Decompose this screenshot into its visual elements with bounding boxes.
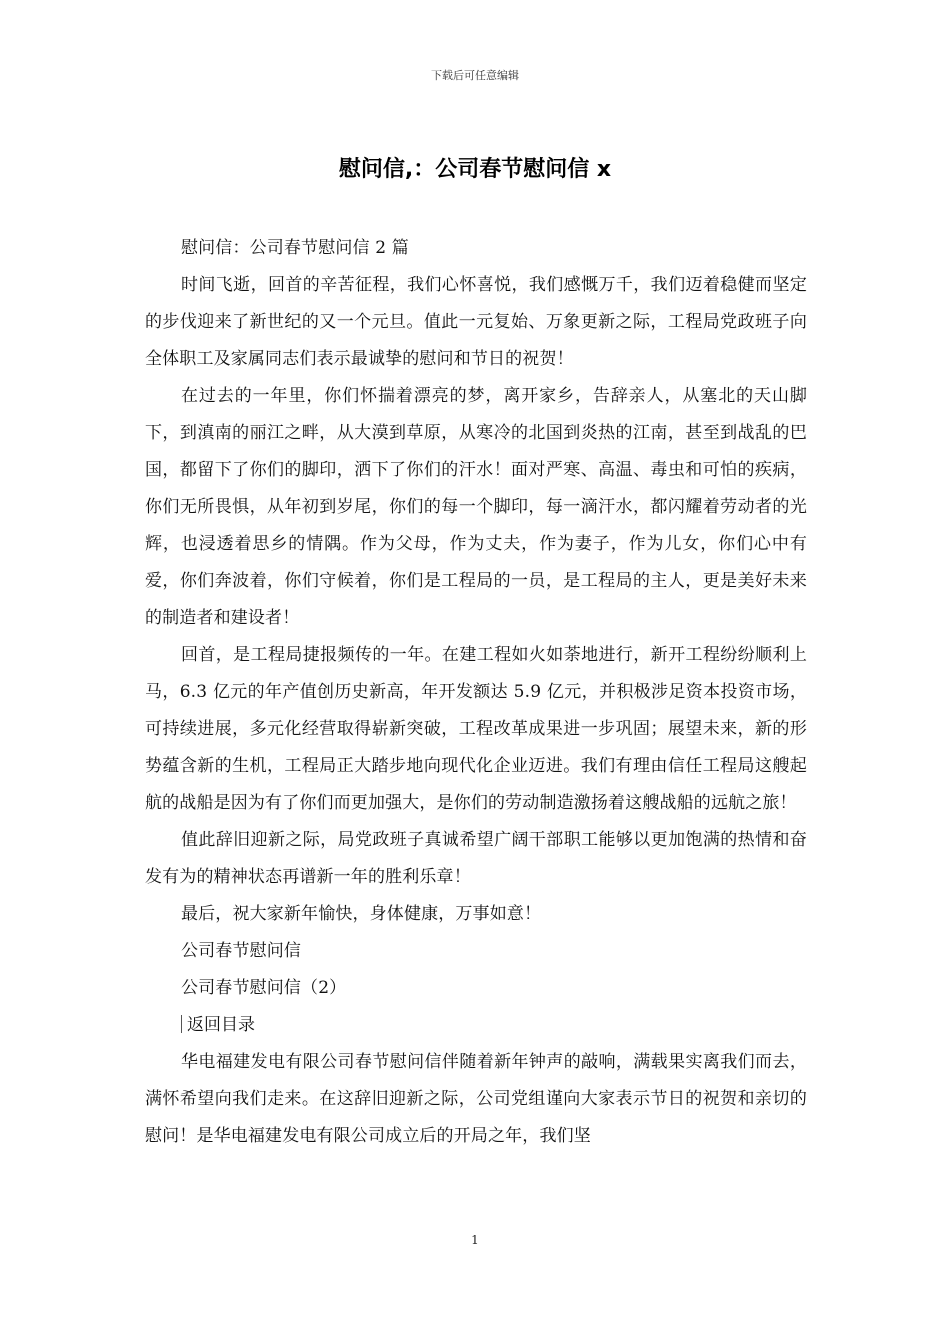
body-paragraph: 回首，是工程局捷报频传的一年。在建工程如火如荼地进行，新开工程纷纷顺利上马，6.3 亿元的年产值创历史新高，年开发额达 5.9 亿元，并积极涉足资本投资市场，可持续进展，多元化经营取得崭新突破，工程改革成果进一步巩固；展望未来，新的形势蕴含新的生机，工程局正大踏步地向现代化企业迈进。我们有理由信任工程局这艘起航的战船是因为有了你们而更加强大，是你们的劳动制造激扬着这艘战船的远航之旅！: [145, 645, 807, 813]
page-number: 1: [471, 1233, 479, 1247]
body-paragraph: 值此辞旧迎新之际，局党政班子真诚希望广阔干部职工能够以更加饱满的热情和奋发有为的精神状态再谱新一年的胜利乐章！: [145, 830, 807, 887]
back-to-toc-label: 返回目录: [187, 1015, 255, 1035]
document-body: [145, 230, 807, 1155]
section-heading: 公司春节慰问信（2）: [181, 978, 347, 998]
body-paragraph: 华电福建发电有限公司春节慰问信伴随着新年钟声的敲响，满载果实离我们而去，满怀希望向我们走来。在这辞旧迎新之际，公司党组谨向大家表示节日的祝贺和亲切的慰问！是华电福建发电有限公司成立后的开局之年，我们坚: [145, 1052, 807, 1146]
section-heading: 公司春节慰问信: [181, 941, 302, 961]
header-note: 下载后可任意编辑: [431, 69, 519, 82]
subtitle-paragraph: 慰问信：公司春节慰问信 2 篇: [181, 238, 409, 258]
document-title: 慰问信,：公司春节慰问信 x: [338, 157, 612, 182]
link-cursor-bar: [181, 1015, 182, 1033]
body-paragraph: 最后，祝大家新年愉快，身体健康，万事如意！: [181, 904, 542, 924]
body-paragraph: 时间飞逝，回首的辛苦征程，我们心怀喜悦，我们感慨万千，我们迈着稳健而坚定的步伐迎来了新世纪的又一个元旦。值此一元复始、万象更新之际，工程局党政班子向全体职工及家属同志们表示最诚挚的慰问和节日的祝贺！: [145, 275, 807, 369]
body-paragraph: 在过去的一年里，你们怀揣着漂亮的梦，离开家乡，告辞亲人，从塞北的天山脚下，到滇南的丽江之畔，从大漠到草原，从寒冷的北国到炎热的江南，甚至到战乱的巴国，都留下了你们的脚印，洒下了你们的汗水！面对严寒、高温、毒虫和可怕的疾病，你们无所畏惧，从年初到岁尾，你们的每一个脚印，每一滴汗水，都闪耀着劳动者的光辉，也浸透着思乡的情隅。作为父母，作为丈夫，作为妻子，作为儿女，你们心中有爱，你们奔波着，你们守候着，你们是工程局的一员，是工程局的主人，更是美好未来的制造者和建设者！: [145, 386, 807, 628]
back-to-toc-link[interactable]: [145, 1007, 807, 1044]
